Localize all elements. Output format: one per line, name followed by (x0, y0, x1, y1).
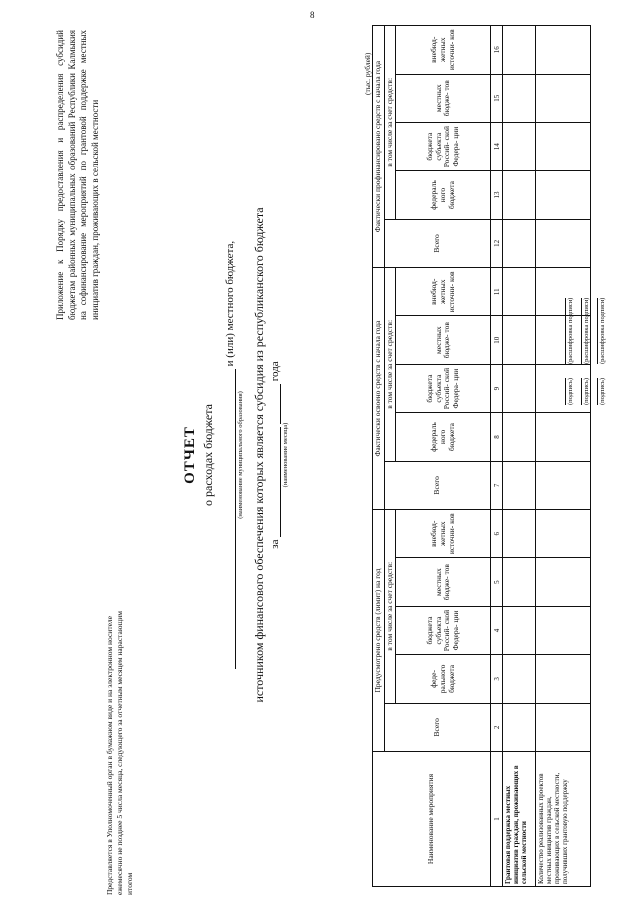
signature-row (565, 298, 574, 405)
signature-decode-label: (расшифровка подписи) (583, 297, 590, 365)
table-cell[interactable] (536, 558, 591, 606)
table-cell[interactable] (536, 26, 591, 75)
column-numbers-row (491, 26, 503, 887)
signature-label: (подпись) (567, 378, 574, 405)
table-cell[interactable] (503, 122, 536, 170)
municipality-caption: (наименование муниципального образования) (237, 391, 244, 519)
report-subtitle: о расходах бюджета (201, 404, 215, 506)
table-row (536, 26, 591, 887)
header-local: местных бюдже- тов (396, 558, 491, 606)
table-cell[interactable] (503, 558, 536, 606)
column-number: 8 (491, 413, 503, 461)
month-caption: (наименование месяца) (282, 422, 289, 488)
report-title: ОТЧЕТ (182, 426, 198, 484)
signature-row (581, 298, 590, 405)
municipality-blank (235, 369, 236, 669)
signature-label: (подпись) (583, 378, 590, 405)
period-prefix: за (269, 539, 281, 549)
table-cell[interactable] (503, 171, 536, 219)
header-federal: федераль ного бюджета (396, 413, 491, 461)
page-number: 8 (310, 10, 315, 20)
column-number: 9 (491, 364, 503, 412)
row-label: Грантовая поддержка местных инициатив граждан, проживающих в сельской местности (503, 752, 536, 887)
table-cell[interactable] (536, 74, 591, 122)
table-cell[interactable] (536, 606, 591, 654)
title-block (182, 195, 289, 715)
column-number: 11 (491, 268, 503, 316)
table-cell[interactable] (503, 26, 536, 75)
table-cell[interactable] (503, 364, 536, 412)
header-republic: бюджета субъекта Россий- ской Федера- ции (396, 122, 491, 170)
header-federal: федераль ного бюджета (396, 171, 491, 219)
table-row (503, 26, 536, 887)
column-number: 6 (491, 510, 503, 558)
column-number: 12 (491, 219, 503, 267)
header-republic: бюджета субъекта Россий- ской Федера- ции (396, 364, 491, 412)
column-number: 15 (491, 74, 503, 122)
table-cell[interactable] (536, 122, 591, 170)
column-number: 7 (491, 461, 503, 509)
local-budget-text: и (или) местного бюджета, (224, 240, 236, 367)
column-number: 5 (491, 558, 503, 606)
table-cell[interactable] (503, 219, 536, 267)
signature-label: (подпись) (599, 378, 606, 405)
column-number: 1 (491, 752, 503, 887)
table-cell[interactable] (503, 413, 536, 461)
municipality-line (224, 195, 236, 715)
table-cell[interactable] (503, 316, 536, 364)
report-table (372, 25, 591, 887)
table-cell[interactable] (503, 74, 536, 122)
header-federal: феде- рального бюджета (396, 655, 491, 703)
signature-row (597, 298, 606, 405)
header-extra: внебюд- жетных источни- ков (396, 268, 491, 316)
table-cell[interactable] (536, 461, 591, 509)
signature-block (565, 298, 613, 405)
table-cell[interactable] (503, 461, 536, 509)
signature-decode-label: (расшифровка подписи) (599, 297, 606, 365)
header-spent: Фактически освоено средств с начала года (373, 268, 385, 510)
source-line: источником финансового обеспечения которых является субсидия из республиканского бюджета (252, 207, 266, 703)
table-cell[interactable] (503, 606, 536, 654)
header-incl: в том числе за счет средств: (384, 268, 396, 462)
table-cell[interactable] (503, 510, 536, 558)
table-cell[interactable] (503, 655, 536, 703)
header-total: Всего (384, 461, 491, 509)
table-cell[interactable] (536, 510, 591, 558)
header-extra: внебюд- жетных источни- ков (396, 26, 491, 75)
header-total: Всего (384, 703, 491, 751)
period-line (269, 195, 281, 715)
column-number: 13 (491, 171, 503, 219)
header-activity: Наименование мероприятия (373, 752, 491, 887)
month-blank (280, 427, 281, 537)
table-cell[interactable] (536, 171, 591, 219)
column-number: 16 (491, 26, 503, 75)
table-cell[interactable] (536, 413, 591, 461)
column-number: 3 (491, 655, 503, 703)
header-extra: внебюд- жетных источни- ков (396, 510, 491, 558)
year-blank (280, 384, 281, 424)
table-cell[interactable] (536, 655, 591, 703)
appendix-header: Приложение к Порядку предоставления и распределения субсидий бюджетам районных муниципальных образований Республики Калмыкия на софинансирование мероприятий по грантовой поддержке местных инициатив граждан, проживающих в сельской местности (55, 30, 101, 320)
header-republic: бюджета субъекта Россий- ской Федера- ции (396, 606, 491, 654)
signature-decode-label: (расшифровка подписи) (567, 297, 574, 365)
header-incl: в том числе за счет средств: (384, 26, 396, 220)
column-number: 10 (491, 316, 503, 364)
submission-note: Представляется в Уполномоченный орган в бумажном виде и на электронном носителе ежемесячно не позднее 5 числа месяца, следующего за отчетным месяцем нарастающим итогом (105, 610, 135, 895)
row-label: Количество реализованных проектов местных инициатив граждан, проживающих в сельской местности, получивших грантовую поддержку (536, 752, 591, 887)
header-financed: Фактически профинансировано средств с начала года (373, 26, 385, 268)
column-number: 4 (491, 606, 503, 654)
report-sheet (20, 15, 620, 895)
table-cell[interactable] (536, 219, 591, 267)
header-incl: в том числе за счет средств: (384, 510, 396, 704)
header-planned: Предусмотрено средств (лимит) на год (373, 510, 385, 752)
column-number: 14 (491, 122, 503, 170)
table-cell[interactable] (503, 268, 536, 316)
header-local: местных бюдже- тов (396, 316, 491, 364)
period-suffix: года (269, 361, 281, 382)
table-cell[interactable] (503, 703, 536, 751)
header-total: Всего (384, 219, 491, 267)
table-cell[interactable] (536, 703, 591, 751)
units-label: (тыс. рублей) (363, 52, 372, 95)
header-local: местных бюдже- тов (396, 74, 491, 122)
column-number: 2 (491, 703, 503, 751)
